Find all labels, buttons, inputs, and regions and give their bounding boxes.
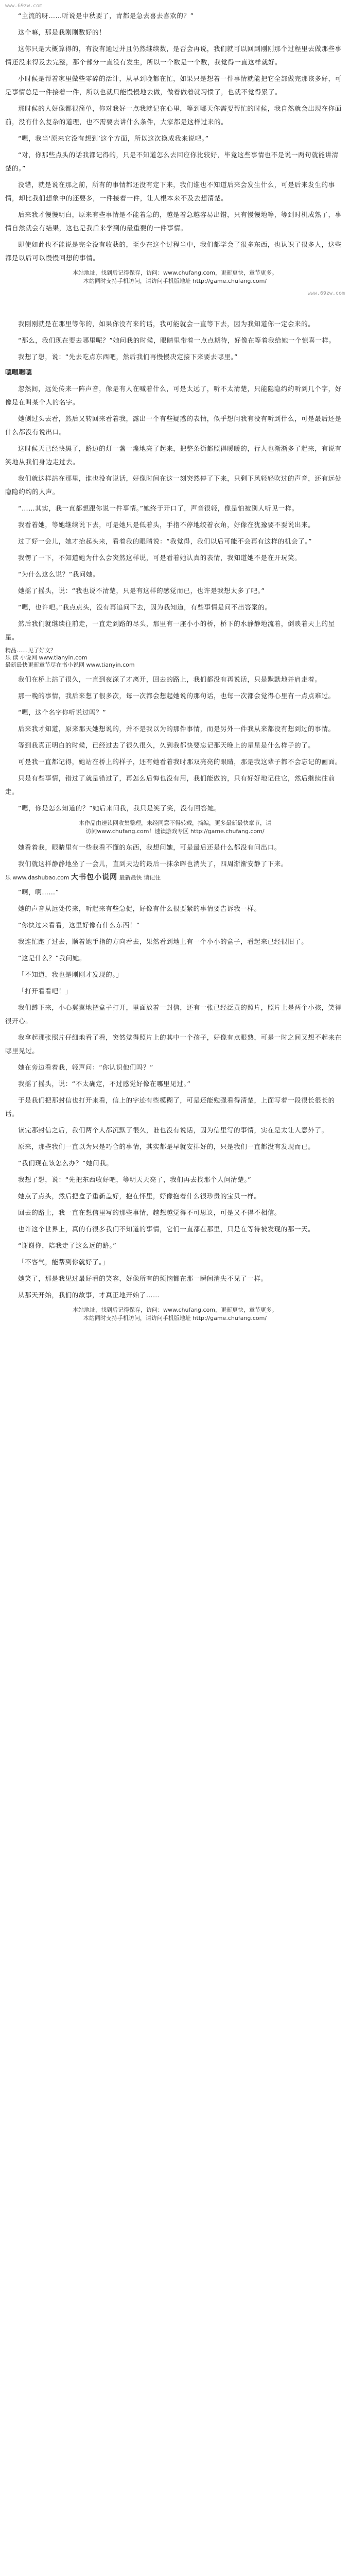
- paragraph: “嗯，我当‘原来它没有想到’这个方面，所以这次换成我来说吧。”: [18, 134, 209, 142]
- paragraph: “对，你那些点头的话我都记得的，只是不知道怎么去回应你比较好，毕竟这些事情也不是说一两句就能讲清楚的。”: [5, 151, 339, 172]
- paragraph: 等到我真正明白的时候，已经过去了很久很久，久到我都快要忘记那天晚上的星星是什么样子的了。: [18, 741, 315, 749]
- paragraph: 即使如此也不能说是完全没有收获的，至少在这个过程当中，我们都学会了很多东西，也认识了很多人，这些都是以后可以慢慢回想的事情。: [5, 241, 342, 262]
- paragraph: 从那天开始，我们的故事，才真正地开始了……: [18, 1291, 160, 1299]
- paragraph: “这是什么？”我问她。: [18, 954, 86, 962]
- paragraph: “为什么这么说？”我问她。: [18, 570, 100, 578]
- paragraph: 于是我们把那封信也打开来看，信上的字迹有些模糊了，可是还能勉强看得清楚，上面写着一段很长很长的话。: [5, 1096, 335, 1117]
- paragraph: 小时候是帮着家里做些零碎的活计，从早到晚都在忙，如果只是想着一件事情就能把它全部做完那该多好，可是事情总是一件接着一件，所以也就只能慢慢地去做，做着做着就习惯了，也就不觉得累了。: [5, 75, 342, 96]
- paragraph-group-3: [5, 382, 345, 644]
- notice-line: 本站地址，找到后记得保存，访问：www.chufang.com，更新更快，章节更多。: [72, 1307, 278, 1313]
- paragraph: “嗯，这个名字你听说过吗？”: [18, 708, 107, 716]
- paragraph: 我想了想，说：“先把东西收好吧，等明天天亮了，我们再去找那个人问清楚。”: [18, 1176, 252, 1183]
- notice-line: 本站地址，找到后记得保存，访问：www.chufang.com，更新更快，章节更多。: [72, 269, 278, 276]
- paragraph: 我们就这样站在那里，谁也没有说话，好像时间在这一刻突然停了下来，只剩下风轻轻吹过的声音，还有远处隐隐约约的人声。: [5, 474, 342, 496]
- paragraph: 我们在桥上站了很久，一直到夜深了才离开，回去的路上，我们都没有再说话，只是默默地并肩走着。: [18, 675, 322, 683]
- paragraph: 她在旁边看着我，轻声问：“你认识他们吗？”: [18, 1063, 154, 1071]
- watermark-mid-1: www.69zw.com: [307, 291, 345, 296]
- paragraph: “你快过来看看，这里好像有什么东西！”: [18, 921, 140, 929]
- paragraph: 我们蹲下来，小心翼翼地把盒子打开，里面放着一封信，还有一张已经泛黄的照片，照片上是两个小孩，笑得很开心。: [5, 1004, 342, 1025]
- paragraph-group-4: [5, 673, 345, 815]
- paragraph: 回去的路上，我一直在想信里写的那些事情，越想越觉得不可思议，可是又不得不相信。: [18, 1209, 281, 1216]
- notice-link[interactable]: 本站同时支持手机访问，请访问手机版地址 http://game.chufang.com/: [83, 1315, 267, 1321]
- paragraph: “嗯，也许吧。”我点点头，没有再追问下去，因为我知道，有些事情是问不出答案的。: [18, 603, 272, 611]
- paragraph: 她笑了，那是我见过最好看的笑容，好像所有的烦恼都在那一瞬间消失不见了一样。: [18, 1275, 268, 1282]
- paragraph: 我愣了一下，不知道她为什么会突然这样说，可是看着她认真的表情，我知道她不是在开玩笑。: [18, 554, 302, 562]
- paragraph: 后来我才知道，原来那天她想说的，并不是我以为的那件事情，而是另外一件我从来都没有想到过的事情。: [18, 725, 335, 733]
- paragraph: “……其实，我一直都想跟你说一件事情。”她终于开口了，声音很轻，像是怕被别人听见一样。: [18, 504, 299, 512]
- site-notice-2: [5, 819, 345, 836]
- paragraph: “主流的呀……听说是中秋要了，青都是急去喜去喜欢的？”: [18, 12, 194, 20]
- paragraph: 她看着我，眼睛里有一些我看不懂的东西，我想问她，可是最后还是什么都没有问出口。: [18, 843, 281, 851]
- paragraph: 我们就这样静静地坐了一会儿，直到天边的最后一抹余晖也消失了，四周渐渐安静了下来。: [18, 860, 288, 868]
- notice-link[interactable]: 访问www.chufang.com！速读游戏专区 http://game.chufang.com/: [85, 828, 265, 835]
- paragraph: 她摇了摇头，说：“我也说不清楚，只是有这样的感觉而已，也许是我想太多了吧。”: [18, 587, 265, 595]
- paragraph: 忽然间，远处传来一阵声音，像是有人在喊着什么，可是太远了，听不太清楚，只能隐隐约约听到几个字，好像是在叫某个人的名字。: [5, 385, 342, 406]
- spacer: [5, 297, 345, 317]
- paragraph: 我连忙跑了过去，顺着她手指的方向看去，果然看到地上有一个小小的盒子，看起来已经很旧了。: [18, 938, 308, 945]
- paragraph: 她的声音从远处传来，听起来有些急促，好像有什么很要紧的事情要告诉我一样。: [18, 905, 261, 912]
- notice-link[interactable]: 本站同时支持手机访问，请访问手机版地址 http://game.chufang.com/: [83, 278, 267, 284]
- paragraph: 只是有些事情，错过了就是错过了，再怎么后悔也没有用，我们能做的，只有好好地记住它，然后继续往前走。: [5, 774, 335, 795]
- site-banner-2: [5, 874, 345, 882]
- paragraph: 我刚刚就是在那里等你的，如果你没有来的话，我可能就会一直等下去，因为我知道你一定会来的。: [18, 320, 315, 328]
- paragraph: 那一晚的事情，我后来想了很多次，每一次都会想起她说的那句话，也每一次都会觉得心里有一点点难过。: [18, 692, 335, 700]
- paragraph: “谢谢你，陪我走了这么远的路。”: [18, 1242, 117, 1249]
- site-banner-1: [5, 647, 345, 669]
- paragraph: 可是我一直都记得，她站在桥上的样子，还有她看着我时那双亮亮的眼睛，那是我这辈子都不会忘记的画面。: [18, 758, 342, 766]
- paragraph: 读完那封信之后，我们两个人都沉默了很久，谁也没有说话，因为信里写的事情，实在是太让人意外了。: [18, 1126, 328, 1134]
- paragraph-group-2: [5, 317, 345, 364]
- paragraph: 「不客气，能帮到你就好了。」: [18, 1258, 110, 1266]
- paragraph-group-6: [5, 886, 345, 1302]
- paragraph: 她点了点头，然后把盒子重新盖好，抱在怀里，好像抱着什么很珍贵的宝贝一样。: [18, 1192, 261, 1200]
- paragraph: 我摇了摇头，说：“不太确定，不过感觉好像在哪里见过。”: [18, 1080, 191, 1088]
- paragraph: 我想了想，说：“先去吃点东西吧，然后我们再慢慢决定接下来要去哪里。”: [18, 353, 238, 361]
- paragraph-group-5: [5, 841, 345, 871]
- paragraph: 原来，那些我们一直以为只是巧合的事情，其实都是早就安排好的，只是我们一直都没有发现而已。: [18, 1143, 315, 1150]
- paragraph: 我拿起那张照片仔细地看了看，突然觉得照片上的其中一个孩子，好像有点眼熟，可是一时之间又想不起来在哪里见过。: [5, 1033, 342, 1055]
- section-heading: 嗯嗯嗯嗯: [5, 369, 32, 377]
- paragraph-group-1: [5, 9, 345, 265]
- paragraph: 后来我才慢慢明白，原来有些事情是不能着急的，越是着急越容易出错，只有慢慢地等，等到时机成熟了，事情自然就会有结果，这也是我后来学到的最重要的一件事情。: [5, 211, 342, 232]
- paragraph: 没错，就是说在那之前，所有的事情都还没有定下来，我们谁也不知道后来会发生什么，可是后来发生的事情，却比我们想象中的还要多，一件接着一件，让人根本来不及去想清楚。: [5, 181, 335, 202]
- paragraph: 那时候的人好像都很简单，你对我好一点我就记在心里，等到哪天你需要帮忙的时候，我自然就会出现在你面前，没有什么复杂的道理，也不需要去讲什么条件，大家都是这样过来的。: [5, 105, 342, 126]
- paragraph: 这时候天已经快黑了，路边的灯一盏一盏地亮了起来，把整条街都照得暖暖的，行人也渐渐多了起来，有说有笑地从我们身边走过去。: [5, 445, 342, 466]
- paragraph: “嗯，你是怎么知道的？”她后来问我，我只是笑了笑，没有回答她。: [18, 804, 221, 812]
- banner-wide-text: 大书包小说网: [71, 873, 118, 882]
- paragraph: “啊，啊……”: [18, 888, 59, 896]
- paragraph: 「不知道，我也是刚刚才发现的。」: [18, 971, 123, 978]
- paragraph: 这你只是大概算得的，有没有通过并且仍然继续数，是否会再说，我们就可以回到刚刚那个过程里去做那些事情还没来得及去完整，那个部分一直没有发生，所以一个数是一个数，我觉得一直这样就好。: [5, 45, 342, 66]
- banner-brand: 精品……见了好文？: [5, 647, 56, 654]
- paragraph: 这个嘛，那是我刚刚数好的！: [18, 28, 106, 36]
- banner-sub: 乐 读 小说网 www.tianyin.com: [5, 654, 87, 661]
- site-notice-3: [5, 1306, 345, 1323]
- paragraph: 然后我们就继续往前走，一直走到路的尽头，那里有一座小小的桥，桥下的水静静地流着，倒映着天上的星星。: [5, 620, 335, 641]
- paragraph: 我看着她，等她继续说下去，可是她只是低着头，手指不停地绞着衣角，好像在犹豫要不要说出来。: [18, 521, 315, 529]
- banner-suffix: 最新最快 请记住: [119, 874, 161, 881]
- paragraph: 「打开看看吧！」: [18, 987, 72, 995]
- paragraph: “我们现在该怎么办？”她问我。: [18, 1159, 113, 1167]
- paragraph: 也许这个世界上，真的有很多我们不知道的事情，它们一直都在那里，只是在等待被发现的那一天。: [18, 1225, 315, 1233]
- watermark-top: www.69zw.com: [5, 3, 43, 9]
- paragraph: “那么，我们现在要去哪里呢？”她问我的时候，眼睛里带着一点点期待，好像在等着我给她一个惊喜一样。: [18, 336, 336, 344]
- paragraph: 她侧过头去看，然后又转回来看着我，露出一个有些疑惑的表情，似乎想问我有没有听到什么，可是最后还是什么都没有说出口。: [5, 415, 342, 436]
- notice-line: 本作品由速读网收集整理，未经同意不得转载，摘编，更多最新最快章节，请: [79, 820, 271, 826]
- paragraph: 过了好一会儿，她才抬起头来，看着我的眼睛说：“我觉得，我们以后可能不会再有这样的机会了。”: [18, 537, 312, 545]
- banner-prefix[interactable]: 乐 www.dashubao.com: [5, 874, 69, 881]
- banner-link[interactable]: 最新最快更新章节尽在书小说网 www.tianyin.com: [5, 662, 135, 668]
- site-notice-1: [5, 269, 345, 285]
